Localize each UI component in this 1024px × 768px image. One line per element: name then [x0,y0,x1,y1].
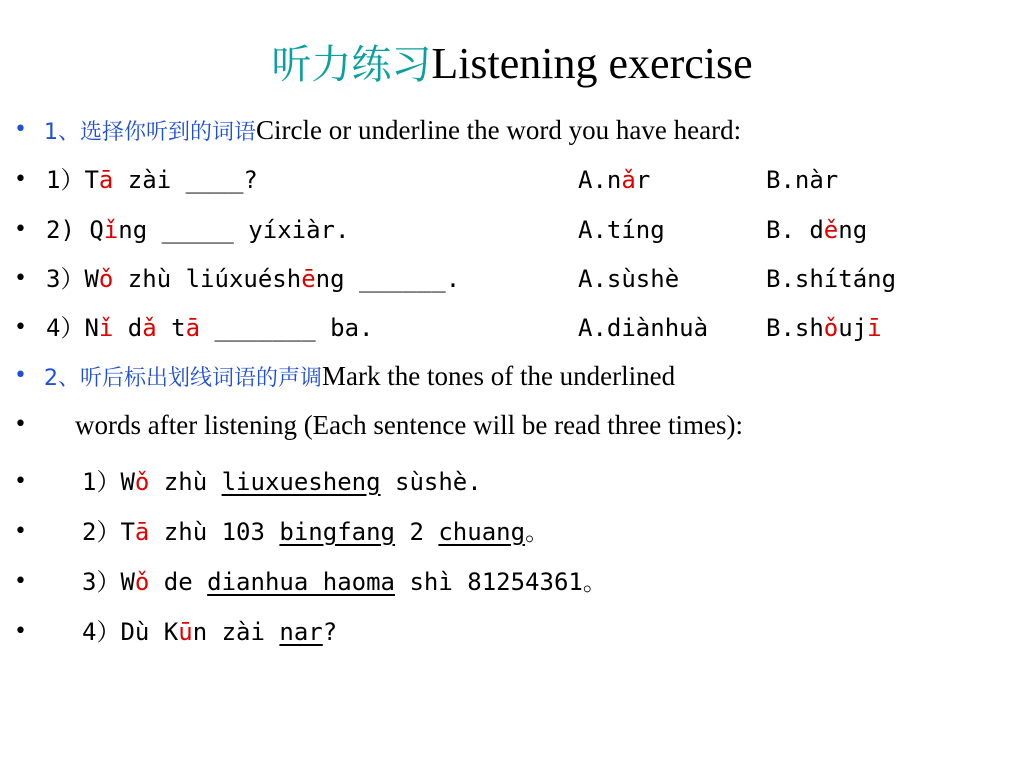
tone-mark: ǒ [134,468,150,496]
text-segment: zhù liúxuésh [113,265,302,293]
text-segment: sùshè. [380,468,482,496]
sentence-text [82,462,482,502]
text-segment: _______ ba. [200,314,374,342]
text-segment: B.shítáng [766,265,897,293]
text-segment: d [113,314,143,342]
text-segment: de [149,568,208,596]
bullet: • [14,167,27,192]
tone-mark: ī [867,314,882,342]
tone-mark: ǎ [142,314,157,342]
title-chinese: 听力练习 [271,42,432,88]
text-segment: n zài [192,618,280,646]
tone-mark: ǒ [823,314,839,342]
text-segment: 2) Q [46,216,104,244]
text-segment: A.tíng [578,216,665,244]
tone-mark: ā [185,314,201,342]
option-b [766,160,838,200]
text-segment: ? [322,618,338,646]
text-segment: zài ____? [113,166,258,194]
option-b [766,259,896,299]
section2-heading-en: Mark the tones of the underlined [322,361,676,391]
text-segment: 3）W [46,265,99,293]
text-segment: ng [838,216,868,244]
section1-heading-cn: 1、选择你听到的词语 [44,120,256,145]
tone-mark: ā [98,166,114,194]
text-segment: 。 [525,518,550,546]
underlined-word: liuxuesheng [221,468,381,496]
underlined-word: dianhua haoma [207,568,395,596]
page-title [0,38,1024,91]
sentence-text [82,612,337,652]
bullet: • [14,519,27,544]
text-segment: 3）W [82,568,135,596]
bullet: • [14,569,27,594]
text-segment: 1）W [82,468,135,496]
text-segment: 4）N [46,314,99,342]
text-segment: A.sùshè [578,265,680,293]
text-segment: zhù 103 [149,518,280,546]
text-segment: ng _____ yíxiàr. [118,216,350,244]
text-segment: 4）Dù K [82,618,179,646]
bullet: • [14,117,27,142]
tone-mark: ǐ [103,216,119,244]
question-text [46,259,460,299]
tone-mark: ā [134,518,150,546]
option-a [578,160,650,200]
question-text [46,160,258,200]
tone-mark: ǐ [98,314,114,342]
section2-heading-cn: 2、听后标出划线词语的声调 [44,366,322,391]
option-b [766,210,867,250]
section2-heading-en-cont: words after listening (Each sentence will be read three times): [75,410,743,440]
underlined-word: nar [279,618,323,646]
text-segment: A.diànhuà [578,314,709,342]
text-segment: B.nàr [766,166,839,194]
text-segment: 1）T [46,166,99,194]
text-segment: 2 [395,518,439,546]
text-segment: B. d [766,216,824,244]
text-segment: shì 81254361。 [395,568,607,596]
sentence-text [82,562,607,602]
option-a [578,308,708,348]
title-english: Listening exercise [431,39,753,88]
tone-mark: ǒ [98,265,114,293]
underlined-word: chuang [438,518,526,546]
question-text [46,210,349,250]
tone-mark: ě [823,216,839,244]
tone-mark: ē [301,265,316,293]
text-segment: B.sh [766,314,824,342]
text-segment: 2）T [82,518,135,546]
option-a [578,210,665,250]
text-segment: zhù [149,468,222,496]
bullet: • [14,315,27,340]
text-segment: uj [838,314,868,342]
bullet: • [14,469,27,494]
bullet: • [14,619,27,644]
tone-mark: ū [178,618,193,646]
bullet: • [14,217,27,242]
bullet: • [14,266,27,291]
text-segment: r [635,166,651,194]
option-b [766,308,882,348]
tone-mark: ǒ [134,568,150,596]
tone-mark: ǎ [621,166,636,194]
text-segment: t [156,314,186,342]
question-text [46,308,373,348]
text-segment: ng ______. [315,265,461,293]
text-segment: A.n [578,166,622,194]
bullet: • [14,412,27,437]
sentence-text [82,512,549,552]
underlined-word: bingfang [279,518,395,546]
bullet: • [14,363,27,388]
option-a [578,259,679,299]
section1-heading-en: Circle or underline the word you have heard: [256,115,742,145]
